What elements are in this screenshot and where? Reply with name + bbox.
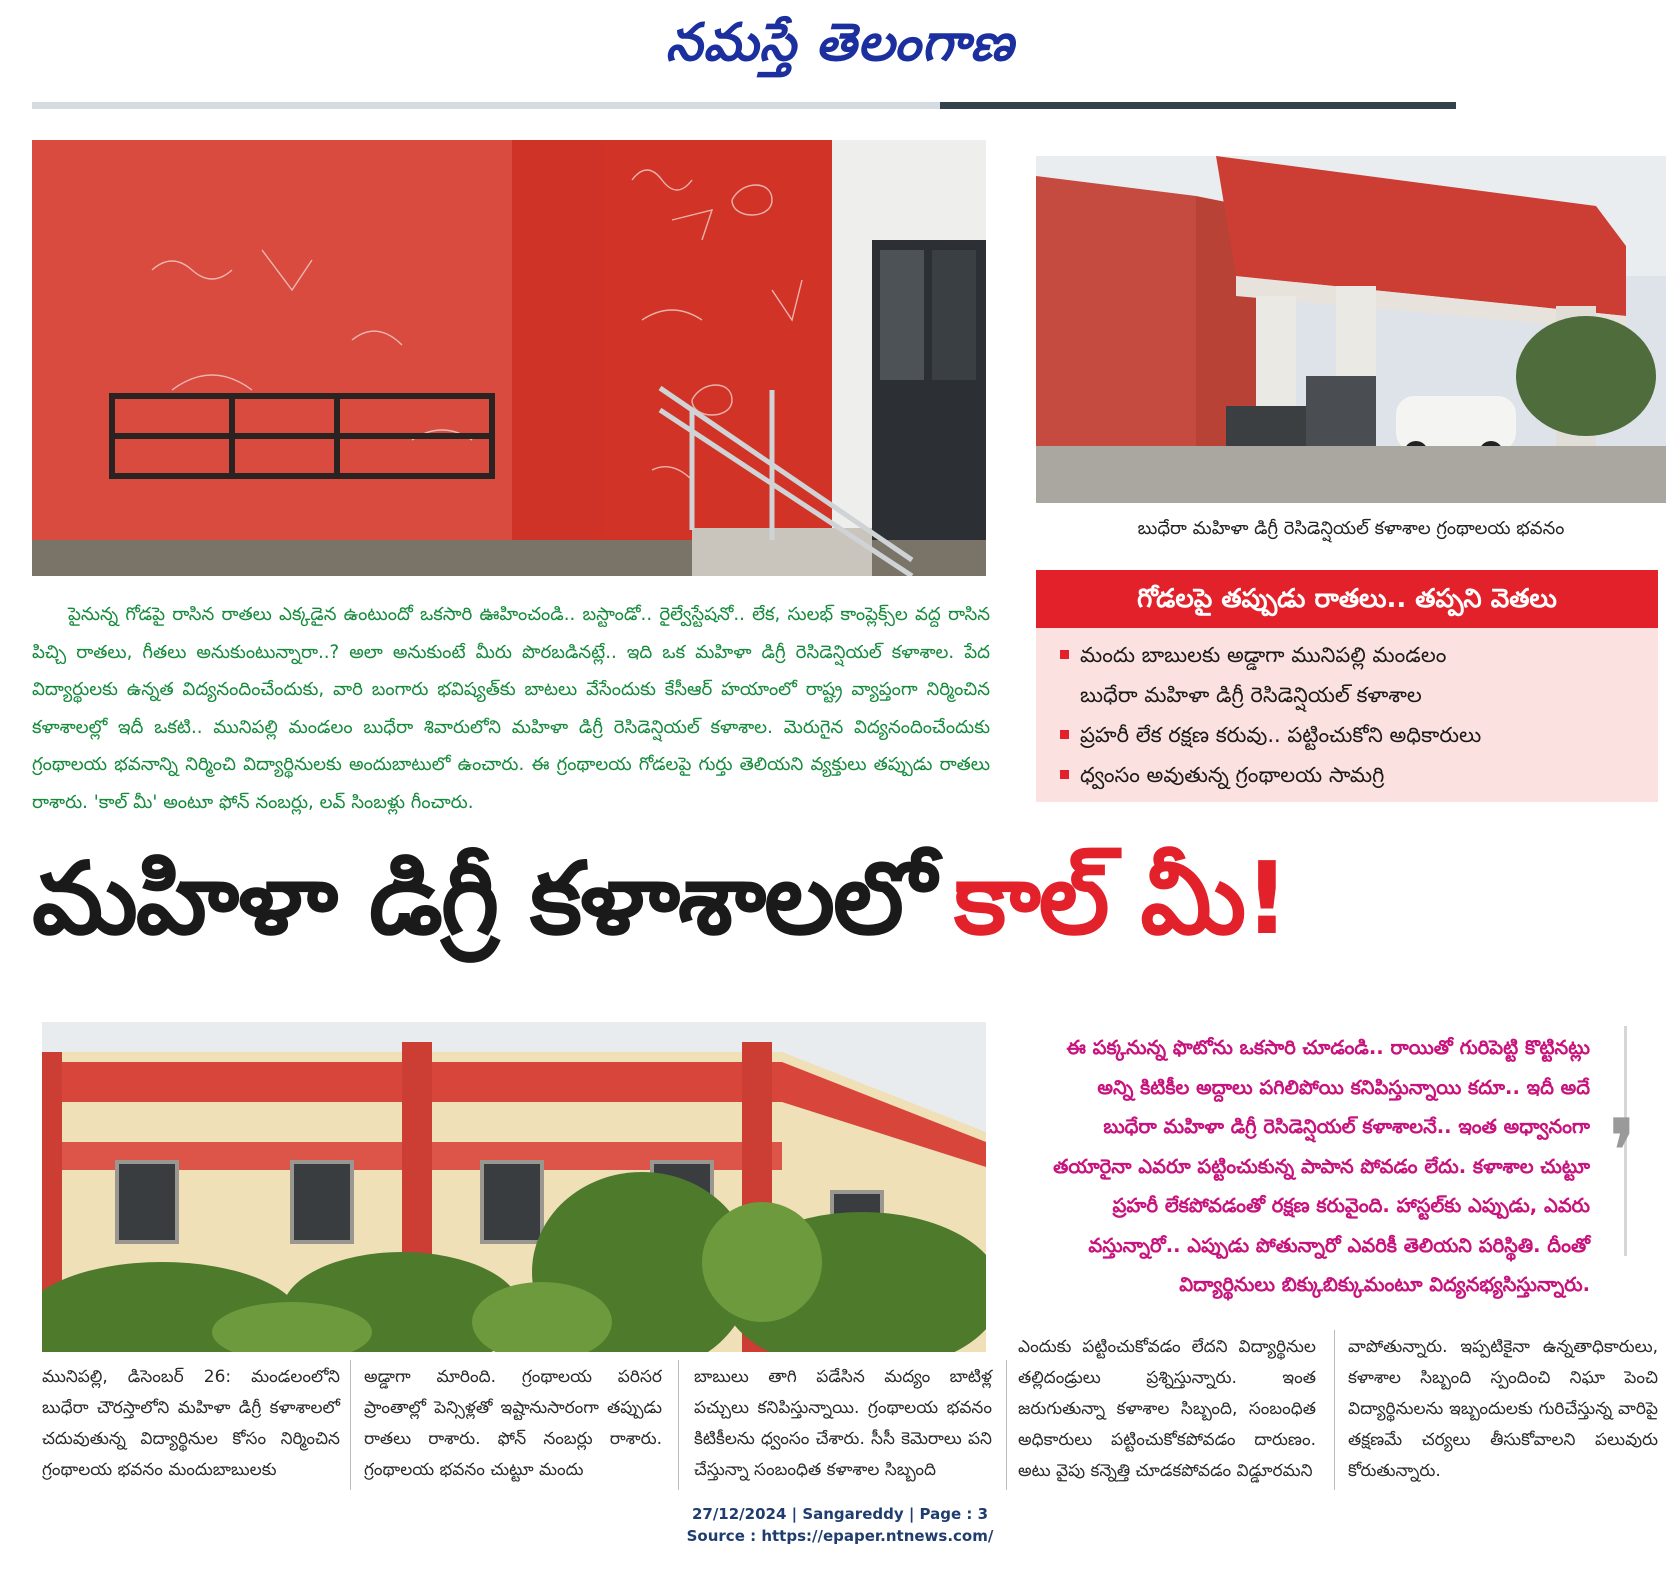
- highlights-heading: గోడలపై తప్పుడు రాతలు.. తప్పని వెతలు: [1036, 570, 1658, 628]
- page-footer: [0, 1503, 1680, 1547]
- highlight-item: మందు బాబులకు అడ్డాగా మునిపల్లి మండలం: [1080, 643, 1447, 667]
- bullet-icon: [1060, 770, 1069, 779]
- bullet-icon: [1060, 730, 1069, 739]
- graffiti-wall-photo: [32, 140, 986, 576]
- column-divider: [1334, 1330, 1335, 1490]
- photo-caption: బుధేరా మహిళా డిగ్రీ రెసిడెన్షియల్ కళాశాల గ్రంథాలయ భవనం: [1137, 518, 1565, 539]
- bullet-icon: [1060, 650, 1069, 659]
- footer-dateline: 27/12/2024 | Sangareddy | Page : 3: [691, 1505, 989, 1523]
- column-divider: [350, 1360, 351, 1490]
- broken-windows-photo: [42, 1022, 986, 1352]
- footer-source[interactable]: Source : https://epaper.ntnews.com/: [686, 1527, 994, 1545]
- intro-paragraph: పైనున్న గోడపై రాసిన రాతలు ఎక్కడైన ఉంటుందో ఒకసారి ఊహించండి.. బస్టాండో.. రైల్వేస్టేషనో.. లేక, సులభ్ కాంప్లెక్స్‌ల వద్ద రాసిన పిచ్చి రాతలు, గీతలు అనుకుంటున్నారా..? అలా అనుకుంటే మీరు పొరబడినట్లే.. ఇది ఒక మహిళా డిగ్రీ రెసిడెన్షియల్ కళాశాల. పేద విద్యార్థులకు ఉన్నత విద్యనందించేందుకు, వారి బంగారు భవిష్యత్‌కు బాటలు వేసేందుకు కేసీఆర్ హయాంలో రాష్ట్ర వ్యాప్తంగా నిర్మించిన కళాశాలల్లో ఇదీ ఒకటి.. మునిపల్లి మండలం బుధేరా శివారులోని మహిళా డిగ్రీ రెసిడెన్షియల్ కళాశాల. మెరుగైన విద్యనందించేందుకు గ్రంథాలయ భవనాన్ని నిర్మించి విద్యార్థినులకు అందుబాటులో ఉంచారు. ఈ గ్రంథాలయ గోడలపై గుర్తు తెలియని వ్యక్తులు తప్పుడు రాతలు రాశారు. 'కాల్ మీ' అంటూ ఫోన్ నంబర్లు, లవ్ సింబళ్లు గీంచారు.: [32, 604, 990, 813]
- column-divider: [1006, 1360, 1007, 1490]
- masthead: [0, 0, 1680, 80]
- newspaper-logo: నమస్తే తెలంగాణ: [665, 12, 1015, 73]
- highlight-item: ప్రహరీ లేక రక్షణ కరువు.. పట్టించుకోని అధికారులు: [1080, 723, 1482, 747]
- column-divider: [678, 1360, 679, 1490]
- article-column: వాపోతున్నారు. ఇప్పటికైనా ఉన్నతాధికారులు, కళాశాల సిబ్బంది స్పందించి నిఘా పెంచి విద్యార్థినులను ఇబ్బందులకు గురిచేస్తున్న వారిపై తక్షణమే చర్యలు తీసుకోవాలని పలువురు కోరుతున్నారు.: [1348, 1337, 1658, 1481]
- masthead-rule-accent: [940, 102, 1456, 109]
- highlight-item: ధ్వంసం అవుతున్న గ్రంథాలయ సామగ్రి: [1080, 763, 1385, 787]
- highlight-item: బుధేరా మహిళా డిగ్రీ రెసిడెన్షియల్ కళాశాల: [1080, 683, 1422, 707]
- headline-accent: కాల్ మీ!: [953, 840, 1288, 957]
- article-column: ఎందుకు పట్టించుకోవడం లేదని విద్యార్థినుల తల్లిదండ్రులు ప్రశ్నిస్తున్నారు. ఇంత జరుగుతున్నా కళాశాల సిబ్బంది, సంబంధిత అధికారులు పట్టించుకోకపోవడం దారుణం. అటు వైపు కన్నెత్తి చూడకపోవడం విడ్డూరమని: [1018, 1337, 1316, 1481]
- article-column: మునిపల్లి, డిసెంబర్ 26: మండలంలోని బుధేరా చౌరస్తాలోని మహిళా డిగ్రీ కళాశాలలో చదువుతున్న విద్యార్థినుల కోసం నిర్మించిన గ్రంథాలయ భవనం మందుబాబులకు: [42, 1367, 340, 1480]
- headline: [32, 840, 1652, 970]
- pull-quote: ఈ పక్కనున్న ఫొటోను ఒకసారి చూడండి.. రాయితో గురిపెట్టి కొట్టినట్లు అన్ని కిటికీల అద్దాలు పగిలిపోయి కనిపిస్తున్నాయి కదూ.. ఇదీ అదే బుధేరా మహిళా డిగ్రీ రెసిడెన్షియల్ కళాశాలనే.. ఇంత అధ్వానంగా తయారైనా ఎవరూ పట్టించుకున్న పాపాన పోవడం లేదు. కళాశాల చుట్టూ ప్రహరీ లేకపోవడంతో రక్షణ కరువైంది. హాస్టల్‌కు ఎప్పుడు, ఎవరు వస్తున్నారో.. ఎప్పుడు పోతున్నారో ఎవరికీ తెలియని పరిస్థితి. దీంతో విద్యార్థినులు బిక్కుబిక్కుమంటూ విద్యనభ్యసిస్తున్నారు.: [1053, 1036, 1590, 1296]
- headline-main: మహిళా డిగ్రీ కళాశాలలో: [32, 840, 934, 957]
- library-building-photo: [1036, 156, 1666, 503]
- quote-mark-icon: ❜: [1608, 1100, 1638, 1205]
- article-column: అడ్డాగా మారింది. గ్రంథాలయ పరిసర ప్రాంతాల్లో పెన్సిళ్లతో ఇష్టానుసారంగా తప్పుడు రాతలు రాశారు. ఫోన్ నంబర్లు రాశారు. గ్రంథాలయ భవనం చుట్టూ మందు: [364, 1367, 662, 1480]
- article-column: బాబులు తాగి పడేసిన మద్యం బాటిళ్ల పచ్చులు కనిపిస్తున్నాయి. గ్రంథాలయ భవనం కిటికీలను ధ్వంసం చేశారు. సీసీ కెమెరాలు పని చేస్తున్నా సంబంధిత కళాశాల సిబ్బంది: [694, 1367, 992, 1480]
